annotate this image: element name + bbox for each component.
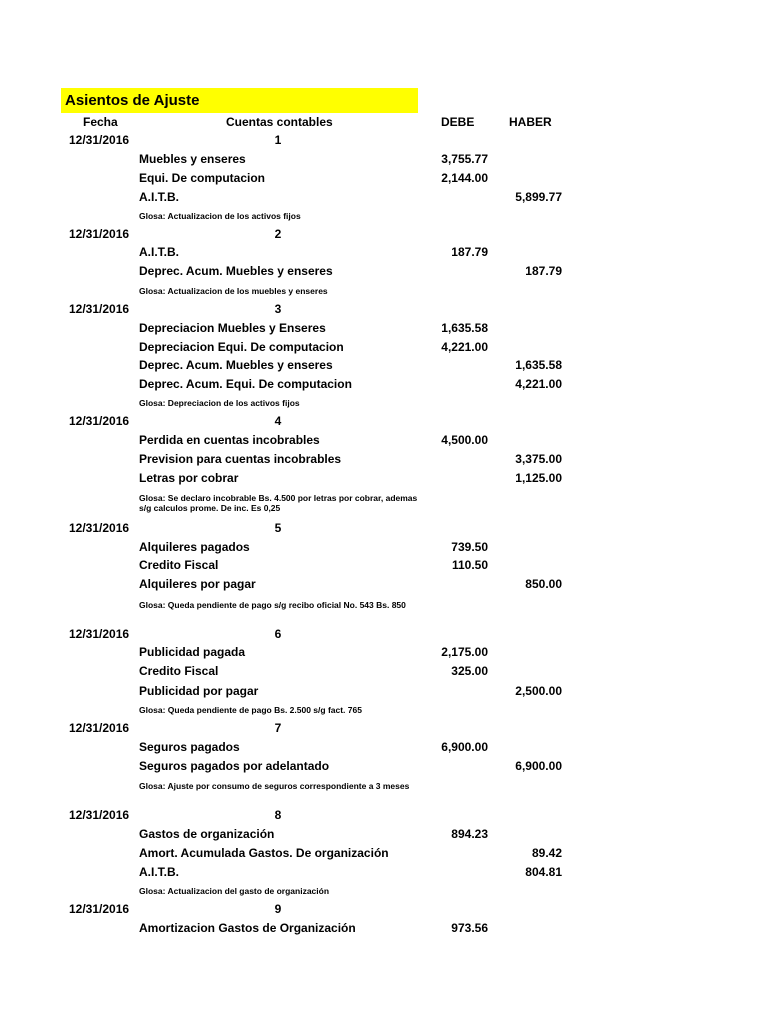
haber-amount: 187.79: [525, 264, 562, 278]
account-name: Deprec. Acum. Equi. De computacion: [139, 377, 352, 391]
account-name: A.I.T.B.: [139, 245, 180, 259]
debe-amount: 4,500.00: [441, 433, 488, 447]
entry-number: 4: [274, 414, 282, 428]
entry-glosa: Glosa: Actualizacion del gasto de organización: [139, 886, 330, 896]
account-name: Depreciacion Muebles y Enseres: [139, 321, 326, 335]
account-name: Perdida en cuentas incobrables: [139, 433, 320, 447]
account-name: Amort. Acumulada Gastos. De organización: [139, 846, 389, 860]
entry-number: 8: [274, 808, 282, 822]
entry-glosa: Glosa: Actualizacion de los muebles y enseres: [139, 286, 328, 296]
entry-date: 12/31/2016: [69, 414, 130, 428]
account-name: Alquileres por pagar: [139, 577, 256, 591]
entry-date: 12/31/2016: [69, 521, 130, 535]
account-name: Prevision para cuentas incobrables: [139, 452, 342, 466]
header-cuentas: Cuentas contables: [226, 115, 333, 129]
entry-date: 12/31/2016: [69, 808, 130, 822]
haber-amount: 850.00: [525, 577, 562, 591]
debe-amount: 3,755.77: [441, 152, 488, 166]
header-fecha: Fecha: [83, 115, 118, 129]
account-name: Seguros pagados por adelantado: [139, 759, 330, 773]
account-name: Depreciacion Equi. De computacion: [139, 340, 344, 354]
sheet-title: Asientos de Ajuste: [65, 92, 200, 109]
debe-amount: 187.79: [451, 245, 488, 259]
account-name: Deprec. Acum. Muebles y enseres: [139, 264, 333, 278]
account-name: Publicidad pagada: [139, 645, 246, 659]
entry-number: 2: [274, 227, 282, 241]
entry-number: 1: [274, 133, 282, 147]
account-name: A.I.T.B.: [139, 865, 180, 879]
account-name: Seguros pagados: [139, 740, 240, 754]
haber-amount: 89.42: [531, 846, 562, 860]
entry-date: 12/31/2016: [69, 302, 130, 316]
debe-amount: 6,900.00: [441, 740, 488, 754]
account-name: Alquileres pagados: [139, 540, 250, 554]
haber-amount: 3,375.00: [515, 452, 562, 466]
header-haber: HABER: [509, 115, 552, 129]
account-name: A.I.T.B.: [139, 190, 180, 204]
haber-amount: 1,125.00: [515, 471, 562, 485]
entry-glosa: Glosa: Actualizacion de los activos fijos: [139, 211, 301, 221]
haber-amount: 6,900.00: [515, 759, 562, 773]
debe-amount: 1,635.58: [441, 321, 488, 335]
haber-amount: 4,221.00: [515, 377, 562, 391]
haber-amount: 1,635.58: [515, 358, 562, 372]
entry-date: 12/31/2016: [69, 721, 130, 735]
debe-amount: 4,221.00: [441, 340, 488, 354]
account-name: Equi. De computacion: [139, 171, 266, 185]
account-name: Muebles y enseres: [139, 152, 246, 166]
entry-glosa: Glosa: Depreciacion de los activos fijos: [139, 398, 300, 408]
account-name: Gastos de organización: [139, 827, 275, 841]
haber-amount: 2,500.00: [515, 684, 562, 698]
debe-amount: 894.23: [451, 827, 488, 841]
account-name: Credito Fiscal: [139, 664, 219, 678]
debe-amount: 110.50: [451, 558, 488, 572]
entry-date: 12/31/2016: [69, 227, 130, 241]
account-name: Amortizacion Gastos de Organización: [139, 921, 356, 935]
entry-date: 12/31/2016: [69, 902, 130, 916]
entry-number: 7: [274, 721, 282, 735]
entry-date: 12/31/2016: [69, 627, 130, 641]
entry-number: 3: [274, 302, 282, 316]
entry-glosa: Glosa: Queda pendiente de pago s/g recibo oficial No. 543 Bs. 850: [139, 600, 406, 610]
entry-number: 9: [274, 902, 282, 916]
title-band: [61, 88, 418, 113]
debe-amount: 2,175.00: [441, 645, 488, 659]
account-name: Publicidad por pagar: [139, 684, 259, 698]
header-debe: DEBE: [441, 115, 475, 129]
haber-amount: 804.81: [525, 865, 562, 879]
entry-glosa: Glosa: Se declaro incobrable Bs. 4.500 por letras por cobrar, ademas s/g calculos prome. De inc. Es 0,25: [139, 493, 418, 513]
debe-amount: 325.00: [451, 664, 488, 678]
entry-number: 6: [274, 627, 282, 641]
debe-amount: 2,144.00: [441, 171, 488, 185]
entry-number: 5: [274, 521, 282, 535]
account-name: Credito Fiscal: [139, 558, 219, 572]
debe-amount: 973.56: [451, 921, 488, 935]
debe-amount: 739.50: [451, 540, 488, 554]
entry-glosa: Glosa: Queda pendiente de pago Bs. 2.500 s/g fact. 765: [139, 705, 362, 715]
entry-date: 12/31/2016: [69, 133, 130, 147]
haber-amount: 5,899.77: [515, 190, 562, 204]
entry-glosa: Glosa: Ajuste por consumo de seguros correspondiente a 3 meses: [139, 781, 410, 791]
account-name: Letras por cobrar: [139, 471, 239, 485]
account-name: Deprec. Acum. Muebles y enseres: [139, 358, 333, 372]
